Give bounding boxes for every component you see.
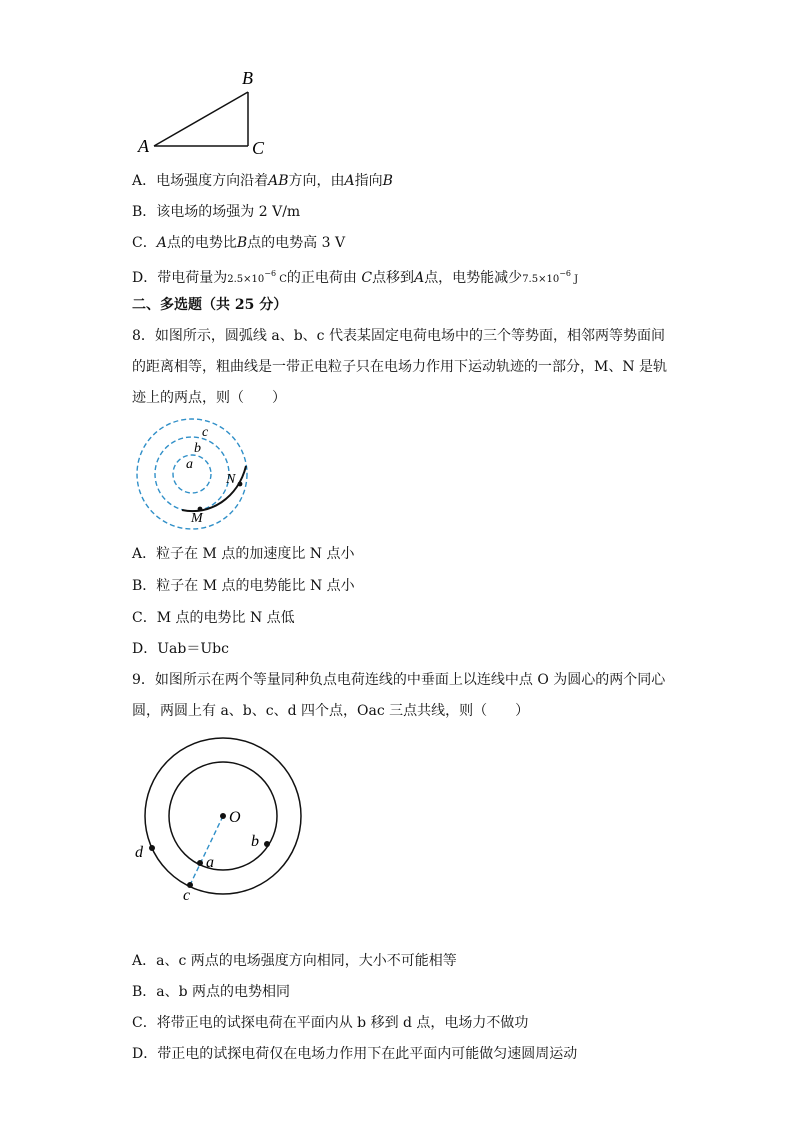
equipotential-figure	[130, 418, 260, 538]
q9-stem-line1: 9．如图所示在两个等量同种负点电荷连线的中垂面上以连线中点 O 为圆心的两个同心	[132, 672, 666, 688]
q8-stem-line3: 迹上的两点，则（ ）	[132, 390, 286, 406]
q7-option-b: B．该电场的场强为 2 V/m	[132, 204, 301, 220]
label-c: c	[183, 887, 191, 904]
point-o	[220, 813, 226, 819]
point-d	[149, 845, 155, 851]
q8-option-b: B．粒子在 M 点的电势能比 N 点小	[132, 578, 355, 594]
q7-option-d: D．带电荷量为$2.5\times 10^{-6}$ C的正电荷由 C点移到A点，电势能减少$7.5\times 10^{-6}$ J	[132, 269, 579, 286]
label-d: d	[135, 844, 143, 861]
triangle-figure	[130, 62, 280, 162]
label-o: O	[229, 809, 241, 826]
q7-option-a: A．电场强度方向沿着AB方向，由A指向B	[132, 173, 393, 189]
section-title: 二、多选题（共 25 分）	[132, 297, 288, 313]
label-b: b	[251, 833, 259, 850]
q9-option-c: C．将带正电的试探电荷在平面内从 b 移到 d 点，电场力不做功	[132, 1015, 529, 1031]
label-a: A	[138, 136, 149, 156]
q9-option-d: D．带正电的试探电荷仅在电场力作用下在此平面内可能做匀速圆周运动	[132, 1046, 578, 1062]
q7-option-c: C．A点的电势比B点的电势高 3 V	[132, 235, 346, 251]
point-a	[197, 860, 203, 866]
label-a: a	[206, 854, 214, 871]
circle-b	[155, 437, 229, 511]
q8-stem-line1: 8．如图所示，圆弧线 a、b、c 代表某固定电荷电场中的三个等势面，相邻两等势面间	[132, 328, 665, 344]
point-n	[238, 482, 243, 487]
q8-option-c: C．M 点的电势比 N 点低	[132, 610, 295, 626]
q9-stem-line2: 圆，两圆上有 a、b、c、d 四个点，Oac 三点共线，则（ ）	[132, 703, 530, 719]
label-a: a	[186, 457, 193, 472]
label-n: N	[226, 472, 236, 487]
q9-option-b: B．a、b 两点的电势相同	[132, 984, 291, 1000]
q8-option-a: A．粒子在 M 点的加速度比 N 点小	[132, 546, 355, 562]
concentric-circles-figure	[128, 732, 318, 912]
label-c: c	[202, 425, 209, 440]
label-b: B	[242, 68, 253, 88]
side-ab	[154, 92, 248, 146]
q8-stem-line2: 的距离相等，粗曲线是一带正电粒子只在电场力作用下运动轨迹的一部分，M、N 是轨	[132, 359, 668, 375]
q8-option-d: D．Uab＝Ubc	[132, 641, 229, 657]
label-b: b	[194, 441, 201, 456]
line-oac	[190, 816, 223, 885]
label-c: C	[252, 138, 265, 158]
q9-option-a: A．a、c 两点的电场强度方向相同，大小不可能相等	[132, 953, 457, 969]
label-m: M	[191, 511, 203, 526]
point-b	[264, 841, 270, 847]
